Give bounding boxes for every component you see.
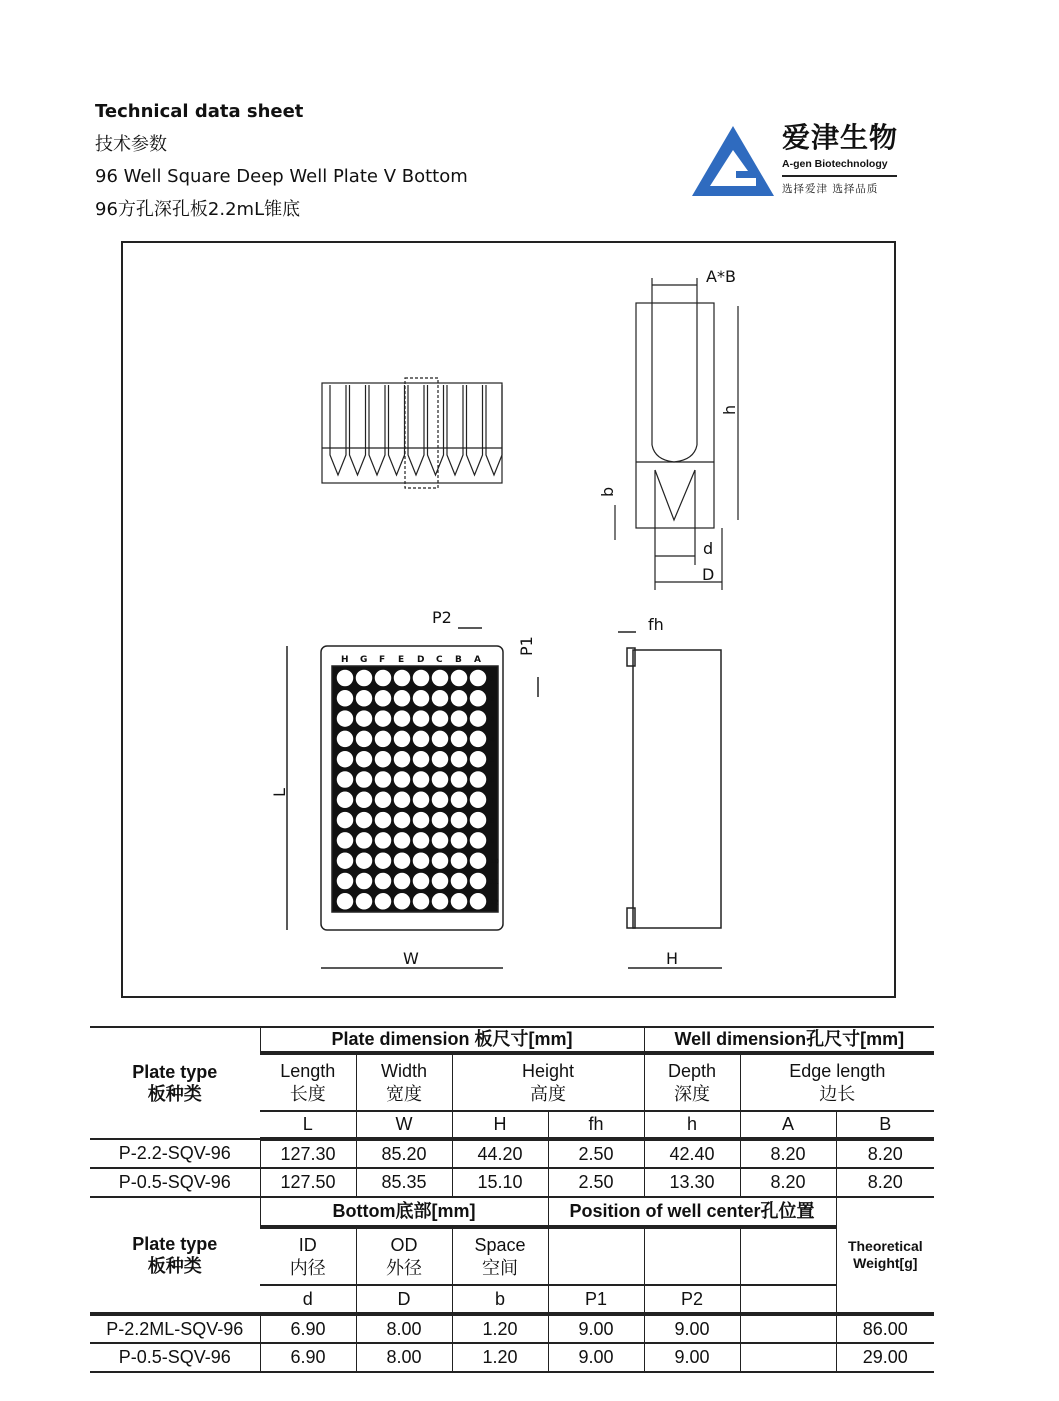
well <box>414 792 429 807</box>
weight-header: Theoretical Weight[g] <box>836 1197 934 1314</box>
well <box>471 853 486 868</box>
well <box>452 772 467 787</box>
side-well <box>447 385 463 475</box>
well <box>357 671 372 686</box>
well <box>452 894 467 909</box>
col-od: OD 外径 <box>356 1227 452 1285</box>
table-cell: 8.20 <box>836 1139 934 1168</box>
well <box>357 772 372 787</box>
table-cell: 8.20 <box>740 1139 836 1168</box>
well <box>376 813 391 828</box>
well <box>414 731 429 746</box>
col-depth: Depth 深度 <box>644 1053 740 1111</box>
plate-dimension-header: Plate dimension 板尺寸[mm] <box>260 1027 644 1053</box>
table-cell: 6.90 <box>260 1343 356 1372</box>
column-number: 11 <box>490 878 499 886</box>
column-number: 3 <box>490 715 495 724</box>
well <box>395 833 410 848</box>
side-well <box>389 385 405 475</box>
well <box>471 813 486 828</box>
table-cell <box>740 1314 836 1343</box>
well <box>452 711 467 726</box>
well <box>395 894 410 909</box>
row-letter: A <box>474 655 481 665</box>
well <box>338 833 353 848</box>
well <box>338 711 353 726</box>
bottom-header: Bottom底部[mm] <box>260 1197 548 1227</box>
well <box>452 833 467 848</box>
well <box>452 874 467 889</box>
column-number: 12 <box>490 898 499 907</box>
label-P2: P2 <box>432 608 452 627</box>
well <box>471 833 486 848</box>
table-cell: 1.20 <box>452 1343 548 1372</box>
well <box>433 813 448 828</box>
symbol-cell: H <box>452 1111 548 1139</box>
well <box>376 894 391 909</box>
table-cell: 6.90 <box>260 1314 356 1343</box>
table-cell: 9.00 <box>548 1343 644 1372</box>
table-cell: 9.00 <box>644 1343 740 1372</box>
symbol-cell: B <box>836 1111 934 1139</box>
symbol-cell: D <box>356 1285 452 1314</box>
well <box>433 874 448 889</box>
column-number: 2 <box>490 695 495 704</box>
well <box>471 691 486 706</box>
well <box>357 731 372 746</box>
well <box>433 711 448 726</box>
col-length: Length 长度 <box>260 1053 356 1111</box>
well <box>471 874 486 889</box>
column-number: 7 <box>490 796 495 805</box>
well <box>395 874 410 889</box>
well <box>376 691 391 706</box>
well <box>376 752 391 767</box>
table-cell: 13.30 <box>644 1168 740 1197</box>
well <box>395 752 410 767</box>
well <box>376 711 391 726</box>
well <box>338 792 353 807</box>
well <box>433 853 448 868</box>
table-cell: 85.20 <box>356 1139 452 1168</box>
table-cell: 1.20 <box>452 1314 548 1343</box>
plate-type-cell: P-0.5-SQV-96 <box>90 1168 260 1197</box>
well <box>395 691 410 706</box>
row-letter: C <box>436 655 443 665</box>
well-cross-section <box>615 278 738 590</box>
table-cell: 2.50 <box>548 1139 644 1168</box>
side-well <box>467 385 483 475</box>
column-number: 4 <box>490 735 495 744</box>
well <box>357 853 372 868</box>
plate-type-cell: P-0.5-SQV-96 <box>90 1343 260 1372</box>
label-D: D <box>702 565 715 584</box>
table-cell: 9.00 <box>548 1314 644 1343</box>
well <box>414 671 429 686</box>
symbol-cell: b <box>452 1285 548 1314</box>
well <box>452 792 467 807</box>
column-number: 1 <box>490 675 495 683</box>
table-cell: 42.40 <box>644 1139 740 1168</box>
well <box>395 792 410 807</box>
well <box>452 752 467 767</box>
well <box>338 874 353 889</box>
well <box>414 833 429 848</box>
well <box>338 731 353 746</box>
side-well <box>408 385 424 475</box>
plate-top-view <box>287 628 538 968</box>
well <box>433 671 448 686</box>
well <box>338 813 353 828</box>
col-id: ID 内径 <box>260 1227 356 1285</box>
well <box>357 691 372 706</box>
label-b: b <box>598 486 617 497</box>
label-P1: P1 <box>517 636 536 656</box>
well <box>338 894 353 909</box>
well <box>433 792 448 807</box>
well <box>471 752 486 767</box>
well <box>357 874 372 889</box>
plate-type-cell: P-2.2-SQV-96 <box>90 1139 260 1168</box>
well <box>357 833 372 848</box>
well <box>395 772 410 787</box>
well <box>357 894 372 909</box>
well <box>338 853 353 868</box>
table-cell: 44.20 <box>452 1139 548 1168</box>
side-well <box>486 385 502 475</box>
plate-type-header: Plate type 板种类 <box>90 1027 260 1139</box>
well <box>395 853 410 868</box>
label-h: h <box>720 404 739 415</box>
column-number: 10 <box>490 857 499 866</box>
well <box>395 711 410 726</box>
well <box>414 853 429 868</box>
label-d: d <box>703 539 714 558</box>
table-cell: 8.20 <box>740 1168 836 1197</box>
column-number: 6 <box>490 776 495 785</box>
row-letter: G <box>360 655 368 665</box>
well <box>414 691 429 706</box>
side-well <box>369 385 385 475</box>
well <box>433 833 448 848</box>
well <box>471 671 486 686</box>
well <box>471 792 486 807</box>
symbol-cell: P2 <box>644 1285 740 1314</box>
well <box>376 853 391 868</box>
well <box>433 894 448 909</box>
label-fh: fh <box>648 615 664 634</box>
well <box>338 772 353 787</box>
well <box>452 691 467 706</box>
well <box>357 752 372 767</box>
well <box>452 731 467 746</box>
col-width: Width 宽度 <box>356 1053 452 1111</box>
table-cell: 8.00 <box>356 1343 452 1372</box>
symbol-cell: fh <box>548 1111 644 1139</box>
product-name: 96 Well Square Deep Well Plate V Bottom <box>95 166 468 187</box>
label-H: H <box>666 949 679 968</box>
well <box>433 752 448 767</box>
symbol-cell: A <box>740 1111 836 1139</box>
table-cell: 2.50 <box>548 1168 644 1197</box>
col-space: Space 空间 <box>452 1227 548 1285</box>
well <box>414 813 429 828</box>
well <box>414 894 429 909</box>
well <box>376 731 391 746</box>
well <box>452 671 467 686</box>
well <box>338 752 353 767</box>
drawing-frame <box>122 242 895 997</box>
well-dimension-header: Well dimension孔尺寸[mm] <box>644 1027 934 1053</box>
well <box>471 772 486 787</box>
well <box>376 874 391 889</box>
symbol-cell: W <box>356 1111 452 1139</box>
position-header: Position of well center孔位置 <box>548 1197 836 1227</box>
logo-name-cn: 爱津生物 <box>782 121 899 154</box>
symbol-cell: L <box>260 1111 356 1139</box>
table-cell: 86.00 <box>836 1314 934 1343</box>
col-height: Height 高度 <box>452 1053 644 1111</box>
well <box>433 731 448 746</box>
well <box>471 894 486 909</box>
side-well <box>428 385 444 475</box>
row-letter: H <box>341 655 349 665</box>
symbol-cell: h <box>644 1111 740 1139</box>
table-cell: 8.00 <box>356 1314 452 1343</box>
plate-type-cell: P-2.2ML-SQV-96 <box>90 1314 260 1343</box>
well <box>414 772 429 787</box>
symbol-cell: P1 <box>548 1285 644 1314</box>
table-cell: 127.50 <box>260 1168 356 1197</box>
well <box>433 691 448 706</box>
product-name-cn: 96方孔深孔板2.2mL锥底 <box>95 199 301 220</box>
table-cell: 127.30 <box>260 1139 356 1168</box>
document-title-cn: 技术参数 <box>95 134 167 155</box>
table-cell: 15.10 <box>452 1168 548 1197</box>
logo-name-en: A-gen Biotechnology <box>782 158 888 170</box>
spec-table <box>90 1026 934 1373</box>
well <box>433 772 448 787</box>
row-letter: E <box>398 655 405 665</box>
label-ab: A*B <box>706 267 736 286</box>
col-edge-length: Edge length 边长 <box>740 1053 934 1111</box>
row-letter: D <box>417 655 425 665</box>
table-cell <box>740 1343 836 1372</box>
row-letter: F <box>379 655 386 665</box>
well <box>452 853 467 868</box>
well <box>452 813 467 828</box>
table-cell: 29.00 <box>836 1343 934 1372</box>
well <box>395 813 410 828</box>
label-W: W <box>403 949 419 968</box>
well <box>471 711 486 726</box>
plate-profile-view <box>618 632 722 968</box>
row-letter: B <box>455 655 462 665</box>
symbol-cell: d <box>260 1285 356 1314</box>
plate-side-view <box>322 378 502 488</box>
column-number: 9 <box>490 837 495 846</box>
table-cell: 9.00 <box>644 1314 740 1343</box>
well <box>414 874 429 889</box>
well <box>338 691 353 706</box>
column-number: 5 <box>490 756 495 765</box>
well <box>357 813 372 828</box>
table-cell: 8.20 <box>836 1168 934 1197</box>
side-well <box>330 385 346 475</box>
well <box>357 792 372 807</box>
well <box>395 731 410 746</box>
well <box>357 711 372 726</box>
document-title: Technical data sheet <box>95 101 304 122</box>
side-well <box>350 385 366 475</box>
well <box>414 752 429 767</box>
well <box>414 711 429 726</box>
label-L: L <box>270 788 289 797</box>
plate-type-header-2: Plate type 板种类 <box>90 1197 260 1314</box>
logo-slogan: 选择爱津 选择品质 <box>782 183 879 195</box>
well <box>376 833 391 848</box>
well <box>395 671 410 686</box>
well <box>471 731 486 746</box>
well <box>376 792 391 807</box>
table-cell: 85.35 <box>356 1168 452 1197</box>
well <box>338 671 353 686</box>
well <box>376 772 391 787</box>
column-number: 8 <box>490 817 495 826</box>
well <box>376 671 391 686</box>
